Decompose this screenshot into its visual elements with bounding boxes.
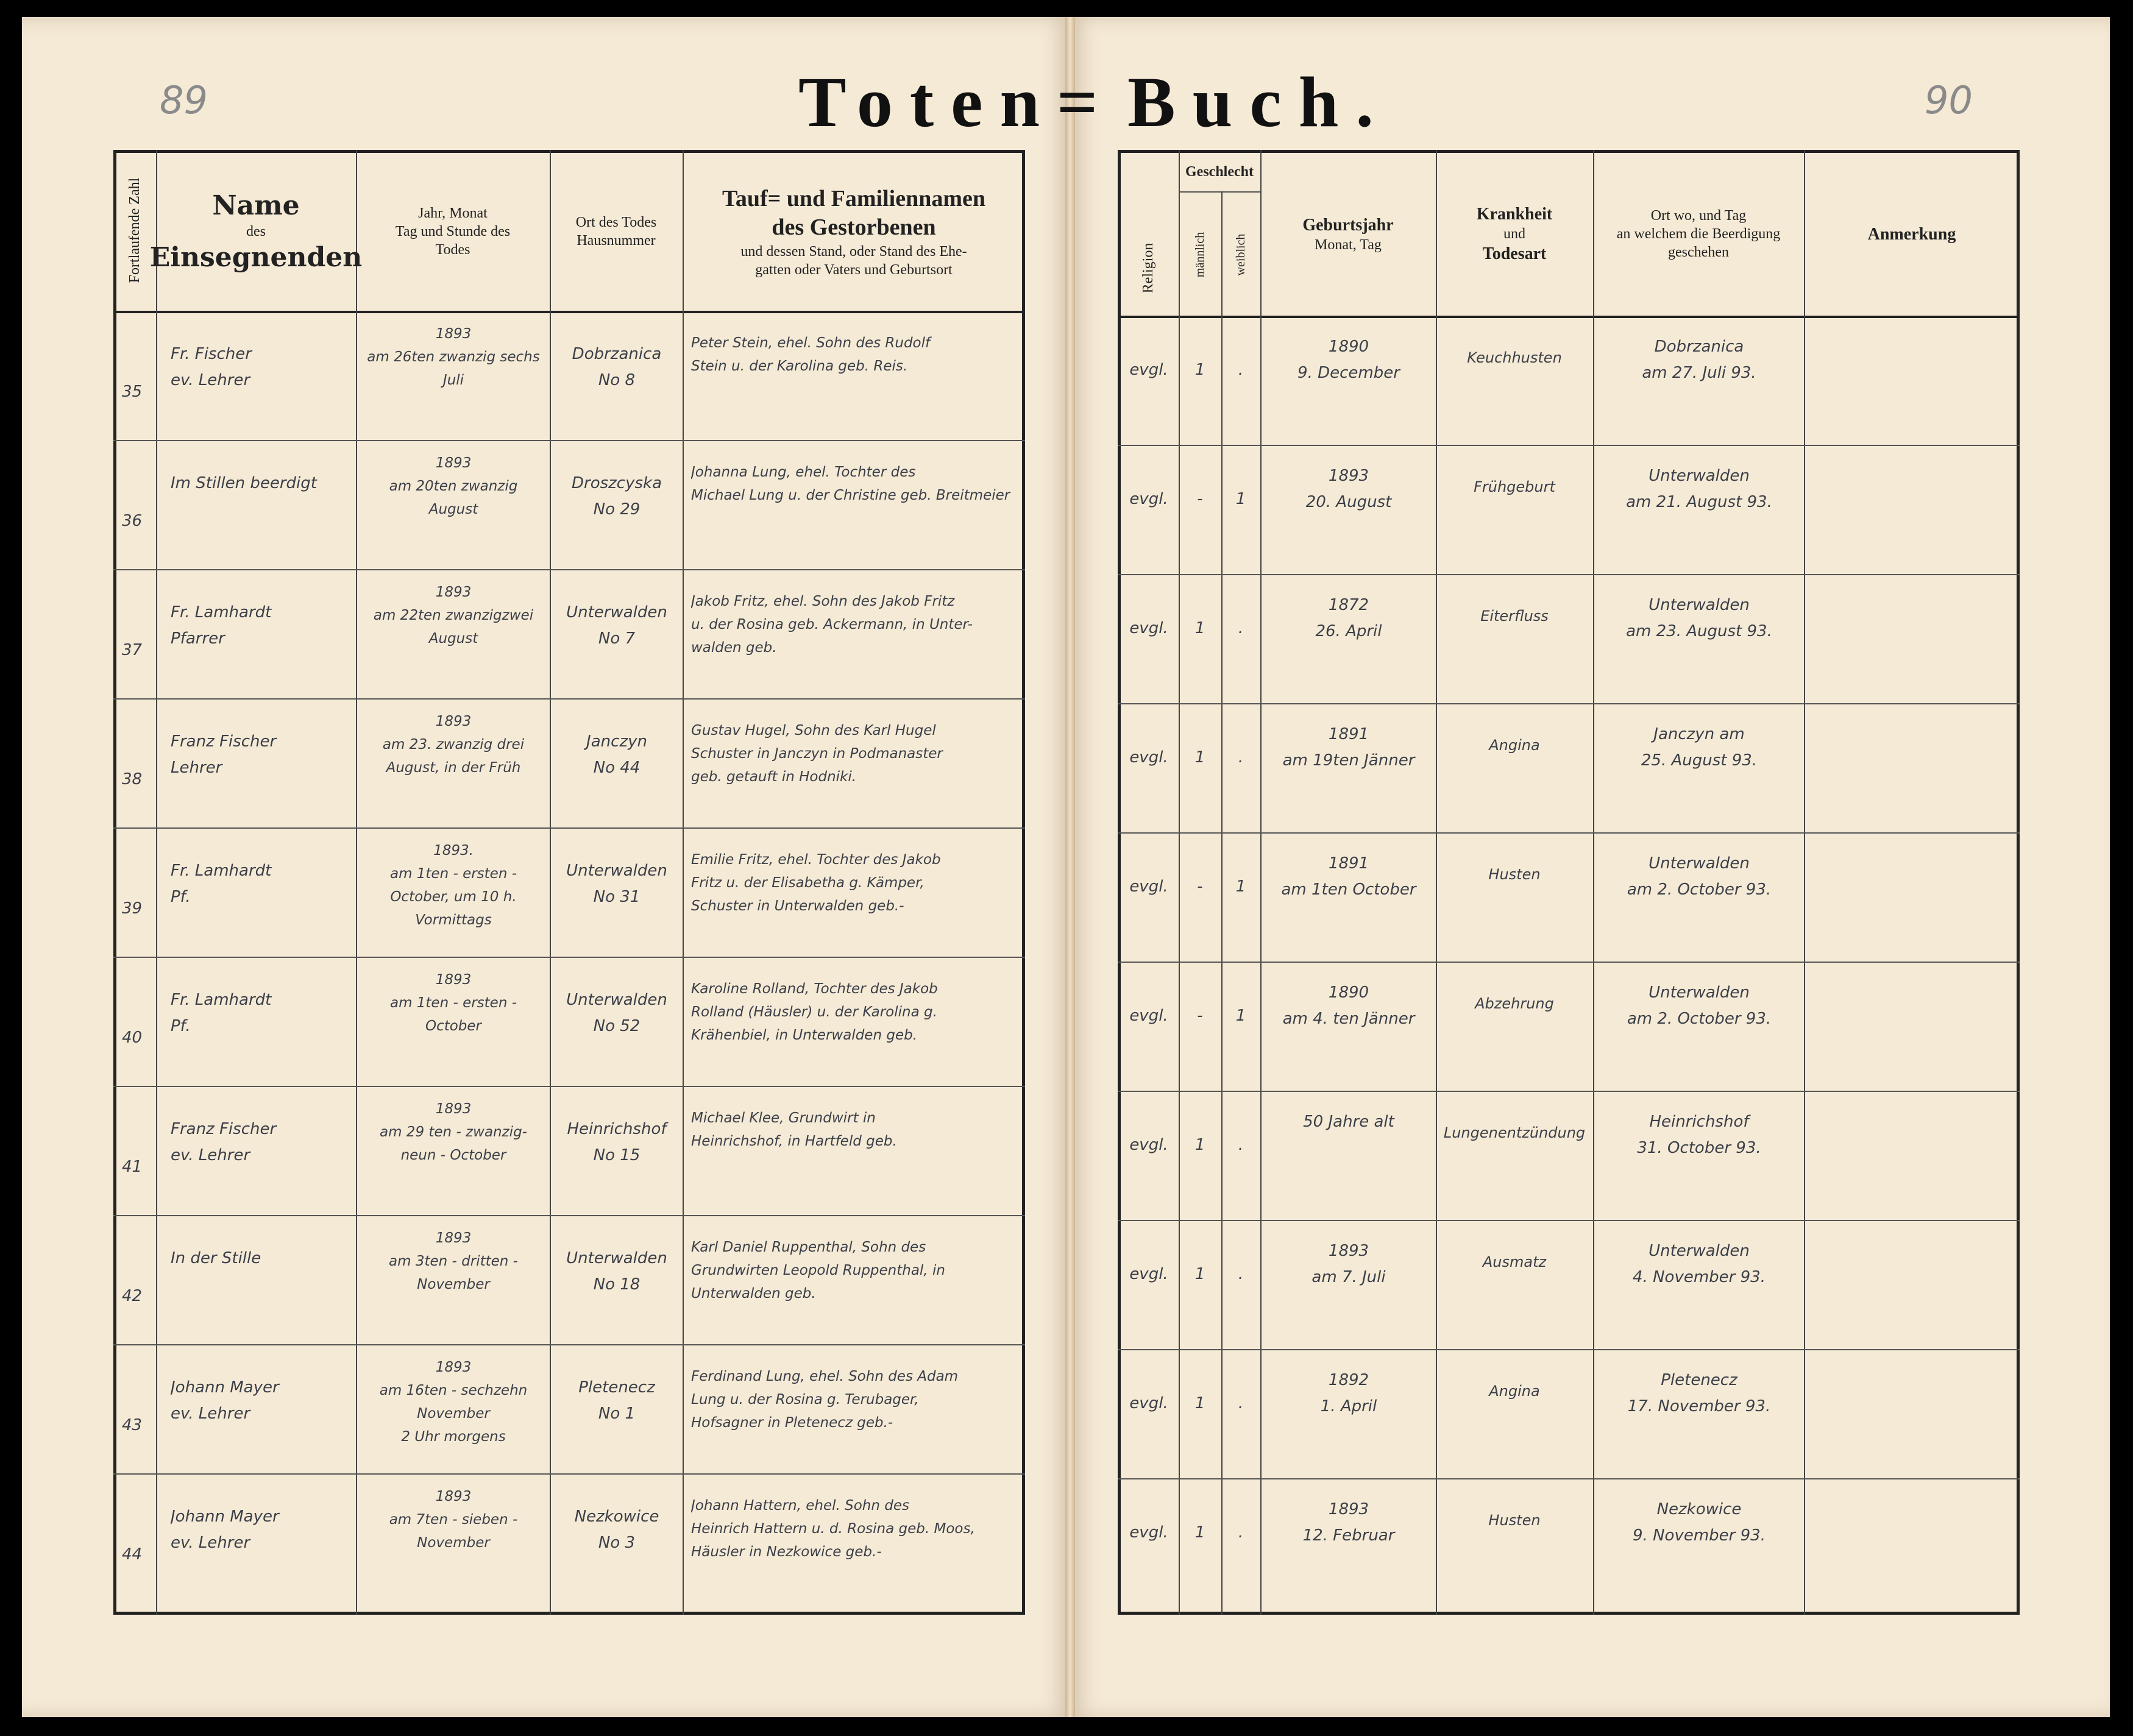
row-number: 36 bbox=[122, 512, 143, 530]
row-divider bbox=[1118, 1091, 2020, 1092]
row-geburt: 1892 1. April bbox=[1320, 1371, 1377, 1415]
header-ort bbox=[550, 152, 683, 311]
header-krankheit bbox=[1436, 152, 1593, 316]
row-ort: Droszcyska No 29 bbox=[571, 474, 662, 519]
header-datum bbox=[356, 152, 550, 311]
header-nr: Fortlaufende Zahl bbox=[127, 177, 143, 283]
row-divider bbox=[113, 827, 1025, 829]
right-col-line bbox=[1804, 150, 1805, 1615]
row-maennlich: 1 bbox=[1194, 1265, 1205, 1283]
header-krankheit-l2: und bbox=[1503, 226, 1525, 242]
row-gestorbener: Gustav Hugel, Sohn des Karl Hugel Schuster in Janczyn in Podmanaster geb. getauft in Hodniki. bbox=[691, 723, 943, 785]
row-maennlich: 1 bbox=[1194, 361, 1205, 379]
right-col-line bbox=[1593, 150, 1594, 1615]
row-religion: evgl. bbox=[1129, 490, 1168, 508]
row-religion: evgl. bbox=[1129, 361, 1168, 379]
row-beerdigung: Pletenecz 17. November 93. bbox=[1627, 1371, 1771, 1415]
row-todesdatum: 1893 am 23. zwanzig drei August, in der Früh bbox=[382, 714, 525, 776]
row-divider bbox=[1118, 445, 2020, 446]
row-number: 37 bbox=[122, 641, 143, 659]
header-geburt bbox=[1260, 152, 1436, 316]
title-right: Buch. bbox=[1127, 62, 1391, 142]
row-geburt: 1890 9. December bbox=[1297, 338, 1400, 382]
left-header-divider bbox=[113, 311, 1025, 313]
row-ort: Unterwalden No 52 bbox=[566, 991, 667, 1035]
row-todesdatum: 1893 am 22ten zwanzigzwei August bbox=[373, 584, 534, 647]
row-ort: Janczyn No 44 bbox=[586, 732, 647, 777]
row-einsegnender: Franz Fischer ev. Lehrer bbox=[171, 1120, 277, 1164]
row-religion: evgl. bbox=[1129, 1394, 1168, 1412]
header-beerdigung-l2: an welchem die Beerdigung bbox=[1616, 226, 1781, 242]
row-number: 43 bbox=[122, 1416, 143, 1434]
row-religion: evgl. bbox=[1129, 619, 1168, 637]
header-beerdigung-l3: geschehen bbox=[1668, 244, 1729, 260]
row-religion: evgl. bbox=[1129, 1007, 1168, 1025]
row-einsegnender: Im Stillen beerdigt bbox=[171, 474, 317, 492]
row-weiblich: . bbox=[1238, 748, 1244, 767]
row-number: 38 bbox=[122, 770, 143, 788]
header-datum-l2: Tag und Stunde des bbox=[395, 224, 511, 239]
row-geburt: 1890 am 4. ten Jänner bbox=[1282, 983, 1415, 1028]
row-weiblich: 1 bbox=[1235, 490, 1246, 508]
left-col-line bbox=[356, 150, 357, 1615]
row-todesdatum: 1893 am 29 ten - zwanzig- neun - October bbox=[380, 1101, 527, 1163]
page-number-left: 89 bbox=[160, 78, 208, 122]
row-gestorbener: Ferdinand Lung, ehel. Sohn des Adam Lung u. der Rosina g. Terubager, Hofsagner in Pletenecz geb.- bbox=[691, 1369, 959, 1431]
header-maennlich: männlich bbox=[1193, 232, 1207, 278]
row-beerdigung: Unterwalden am 2. October 93. bbox=[1627, 983, 1772, 1028]
row-todesdatum: 1893 am 26ten zwanzig sechs Juli bbox=[367, 326, 540, 388]
row-divider bbox=[113, 1086, 1025, 1087]
row-divider bbox=[113, 440, 1025, 441]
row-weiblich: . bbox=[1238, 1265, 1244, 1283]
row-religion: evgl. bbox=[1129, 748, 1168, 767]
row-weiblich: . bbox=[1238, 619, 1244, 637]
header-anmerkung bbox=[1804, 152, 2020, 316]
right-header-divider bbox=[1118, 316, 2020, 318]
row-beerdigung: Nezkowice 9. November 93. bbox=[1633, 1500, 1766, 1545]
row-geburt: 1893 am 7. Juli bbox=[1311, 1242, 1386, 1286]
row-ort: Unterwalden No 31 bbox=[566, 862, 667, 906]
row-beerdigung: Unterwalden am 2. October 93. bbox=[1627, 854, 1772, 899]
row-beerdigung: Dobrzanica am 27. Juli 93. bbox=[1642, 338, 1756, 382]
row-maennlich: 1 bbox=[1194, 619, 1205, 637]
row-todesdatum: 1893 am 20ten zwanzig August bbox=[389, 455, 518, 517]
row-religion: evgl. bbox=[1129, 1265, 1168, 1283]
row-divider bbox=[113, 957, 1025, 958]
header-name-l2: des bbox=[246, 224, 266, 239]
row-maennlich: 1 bbox=[1194, 1523, 1205, 1542]
row-krankheit: Frühgeburt bbox=[1474, 478, 1555, 495]
row-todesdatum: 1893. am 1ten - ersten - October, um 10 h. Vormittags bbox=[389, 843, 517, 928]
row-gestorbener: Emilie Fritz, ehel. Tochter des Jakob Fritz u. der Elisabetha g. Kämper, Schuster in Unterwalden geb.- bbox=[691, 852, 941, 914]
header-datum-l3: Todes bbox=[435, 242, 470, 258]
book-spine bbox=[1065, 17, 1075, 1717]
row-divider bbox=[1118, 1349, 2020, 1350]
row-krankheit: Eiterfluss bbox=[1480, 608, 1549, 625]
row-beerdigung: Unterwalden am 23. August 93. bbox=[1626, 596, 1772, 640]
row-ort: Dobrzanica No 8 bbox=[572, 345, 662, 389]
row-weiblich: . bbox=[1238, 1523, 1244, 1542]
header-krankheit-l1: Krankheit bbox=[1476, 205, 1553, 224]
row-maennlich: - bbox=[1197, 490, 1203, 508]
row-krankheit: Abzehrung bbox=[1475, 995, 1554, 1012]
geschlecht-divider bbox=[1179, 191, 1260, 193]
row-beerdigung: Heinrichshof 31. October 93. bbox=[1637, 1113, 1761, 1157]
row-geburt: 50 Jahre alt bbox=[1303, 1113, 1394, 1131]
header-geschlecht: Geschlecht bbox=[1185, 164, 1254, 180]
row-ort: Unterwalden No 18 bbox=[566, 1249, 667, 1294]
row-geburt: 1891 am 1ten October bbox=[1281, 854, 1416, 899]
row-ort: Nezkowice No 3 bbox=[574, 1507, 659, 1552]
row-religion: evgl. bbox=[1129, 1136, 1168, 1154]
row-geburt: 1872 26. April bbox=[1315, 596, 1382, 640]
row-weiblich: . bbox=[1238, 1394, 1244, 1412]
header-weiblich: weiblich bbox=[1234, 233, 1248, 276]
row-einsegnender: Johann Mayer ev. Lehrer bbox=[171, 1507, 279, 1552]
row-geburt: 1891 am 19ten Jänner bbox=[1282, 725, 1415, 770]
row-gestorbener: Johann Hattern, ehel. Sohn des Heinrich Hattern u. d. Rosina geb. Moos, Häusler in Nezkowice geb.- bbox=[691, 1498, 975, 1560]
row-divider bbox=[1118, 574, 2020, 575]
row-maennlich: - bbox=[1197, 1007, 1203, 1025]
header-anmerkung-text: Anmerkung bbox=[1867, 224, 1956, 244]
row-weiblich: 1 bbox=[1235, 877, 1246, 896]
row-geburt: 1893 12. Februar bbox=[1302, 1500, 1395, 1545]
row-einsegnender: In der Stille bbox=[171, 1249, 261, 1267]
row-religion: evgl. bbox=[1129, 877, 1168, 896]
row-einsegnender: Fr. Lamhardt Pf. bbox=[171, 862, 272, 906]
row-krankheit: Keuchhusten bbox=[1467, 349, 1562, 366]
row-weiblich: . bbox=[1238, 361, 1244, 379]
title-left: Toten= bbox=[798, 62, 1115, 142]
header-beerdigung-l1: Ort wo, und Tag bbox=[1650, 208, 1747, 224]
row-krankheit: Ausmatz bbox=[1482, 1253, 1547, 1270]
header-ort-l1: Ort des Todes bbox=[575, 214, 657, 230]
row-maennlich: - bbox=[1197, 877, 1203, 896]
row-ort: Unterwalden No 7 bbox=[566, 603, 667, 648]
row-ort: Heinrichshof No 15 bbox=[567, 1120, 667, 1164]
row-krankheit: Husten bbox=[1488, 1512, 1541, 1529]
header-beerdigung bbox=[1593, 152, 1804, 316]
header-tauf-l1: Tauf= und Familiennamen bbox=[722, 185, 986, 211]
row-number: 41 bbox=[122, 1158, 143, 1176]
row-krankheit: Husten bbox=[1488, 866, 1541, 883]
right-col-line bbox=[1260, 150, 1262, 1615]
row-gestorbener: Johanna Lung, ehel. Tochter des Michael Lung u. der Christine geb. Breitmeier bbox=[691, 464, 1010, 503]
header-tauf bbox=[683, 152, 1025, 311]
row-divider bbox=[113, 698, 1025, 700]
header-datum-l1: Jahr, Monat bbox=[418, 205, 488, 221]
row-divider bbox=[1118, 832, 2020, 834]
row-einsegnender: Fr. Lamhardt Pfarrer bbox=[171, 603, 272, 648]
row-todesdatum: 1893 am 16ten - sechzehn November 2 Uhr morgens bbox=[379, 1359, 528, 1445]
page-number-right: 90 bbox=[1925, 78, 1973, 122]
row-maennlich: 1 bbox=[1194, 1394, 1205, 1412]
row-todesdatum: 1893 am 1ten - ersten - October bbox=[389, 972, 517, 1034]
row-weiblich: . bbox=[1238, 1136, 1244, 1154]
header-tauf-l4: gatten oder Vaters und Geburtsort bbox=[755, 261, 953, 278]
header-geburt-l2: Monat, Tag bbox=[1315, 236, 1382, 253]
left-col-line bbox=[550, 150, 551, 1615]
row-divider bbox=[1118, 1478, 2020, 1479]
row-divider bbox=[1118, 703, 2020, 704]
row-ort: Pletenecz No 1 bbox=[578, 1378, 655, 1423]
row-number: 39 bbox=[122, 899, 143, 918]
row-gestorbener: Peter Stein, ehel. Sohn des Rudolf Stein u. der Karolina geb. Reis. bbox=[691, 335, 931, 374]
row-einsegnender: Johann Mayer ev. Lehrer bbox=[171, 1378, 279, 1423]
row-number: 42 bbox=[122, 1287, 143, 1305]
row-divider bbox=[113, 1215, 1025, 1216]
header-krankheit-l3: Todesart bbox=[1482, 244, 1547, 263]
row-number: 35 bbox=[122, 383, 143, 401]
row-beerdigung: Unterwalden 4. November 93. bbox=[1633, 1242, 1766, 1286]
row-einsegnender: Franz Fischer Lehrer bbox=[171, 732, 277, 777]
row-beerdigung: Janczyn am 25. August 93. bbox=[1641, 725, 1758, 770]
row-number: 44 bbox=[122, 1545, 143, 1564]
row-maennlich: 1 bbox=[1194, 1136, 1205, 1154]
header-ort-l2: Hausnummer bbox=[577, 233, 656, 249]
left-col-line bbox=[156, 150, 157, 1615]
row-divider bbox=[113, 569, 1025, 570]
row-maennlich: 1 bbox=[1194, 748, 1205, 767]
row-weiblich: 1 bbox=[1235, 1007, 1246, 1025]
row-gestorbener: Jakob Fritz, ehel. Sohn des Jakob Fritz u. der Rosina geb. Ackermann, in Unter- walden geb. bbox=[691, 593, 973, 656]
row-krankheit: Angina bbox=[1489, 737, 1540, 754]
row-divider bbox=[113, 1473, 1025, 1475]
header-geburt-l1: Geburtsjahr bbox=[1302, 215, 1394, 235]
row-divider bbox=[1118, 1220, 2020, 1221]
header-name bbox=[149, 152, 363, 311]
row-geburt: 1893 20. August bbox=[1305, 467, 1392, 511]
row-divider bbox=[1118, 962, 2020, 963]
row-gestorbener: Karl Daniel Ruppenthal, Sohn des Grundwirten Leopold Ruppenthal, in Unterwalden geb. bbox=[691, 1239, 945, 1302]
row-todesdatum: 1893 am 7ten - sieben - November bbox=[389, 1489, 518, 1551]
row-todesdatum: 1893 am 3ten - dritten - November bbox=[389, 1230, 518, 1292]
row-religion: evgl. bbox=[1129, 1523, 1168, 1542]
header-religion: Religion bbox=[1140, 243, 1156, 294]
row-krankheit: Lungenentzündung bbox=[1443, 1124, 1586, 1141]
header-name-l1: Name bbox=[212, 190, 300, 221]
row-number: 40 bbox=[122, 1029, 143, 1047]
row-gestorbener: Karoline Rolland, Tochter des Jakob Rolland (Häusler) u. der Karolina g. Krähenbiel, in Unterwalden geb. bbox=[691, 981, 938, 1043]
header-tauf-l3: und dessen Stand, oder Stand des Ehe- bbox=[740, 243, 967, 260]
row-divider bbox=[113, 1344, 1025, 1345]
row-beerdigung: Unterwalden am 21. August 93. bbox=[1626, 467, 1772, 511]
row-einsegnender: Fr. Lamhardt Pf. bbox=[171, 991, 272, 1035]
header-tauf-l2: des Gestorbenen bbox=[772, 214, 936, 240]
row-krankheit: Angina bbox=[1489, 1383, 1540, 1400]
row-einsegnender: Fr. Fischer ev. Lehrer bbox=[171, 345, 252, 389]
left-col-line bbox=[683, 150, 684, 1615]
row-gestorbener: Michael Klee, Grundwirt in Heinrichshof, in Hartfeld geb. bbox=[691, 1110, 897, 1149]
header-name-l3: Einsegnenden bbox=[149, 242, 363, 273]
